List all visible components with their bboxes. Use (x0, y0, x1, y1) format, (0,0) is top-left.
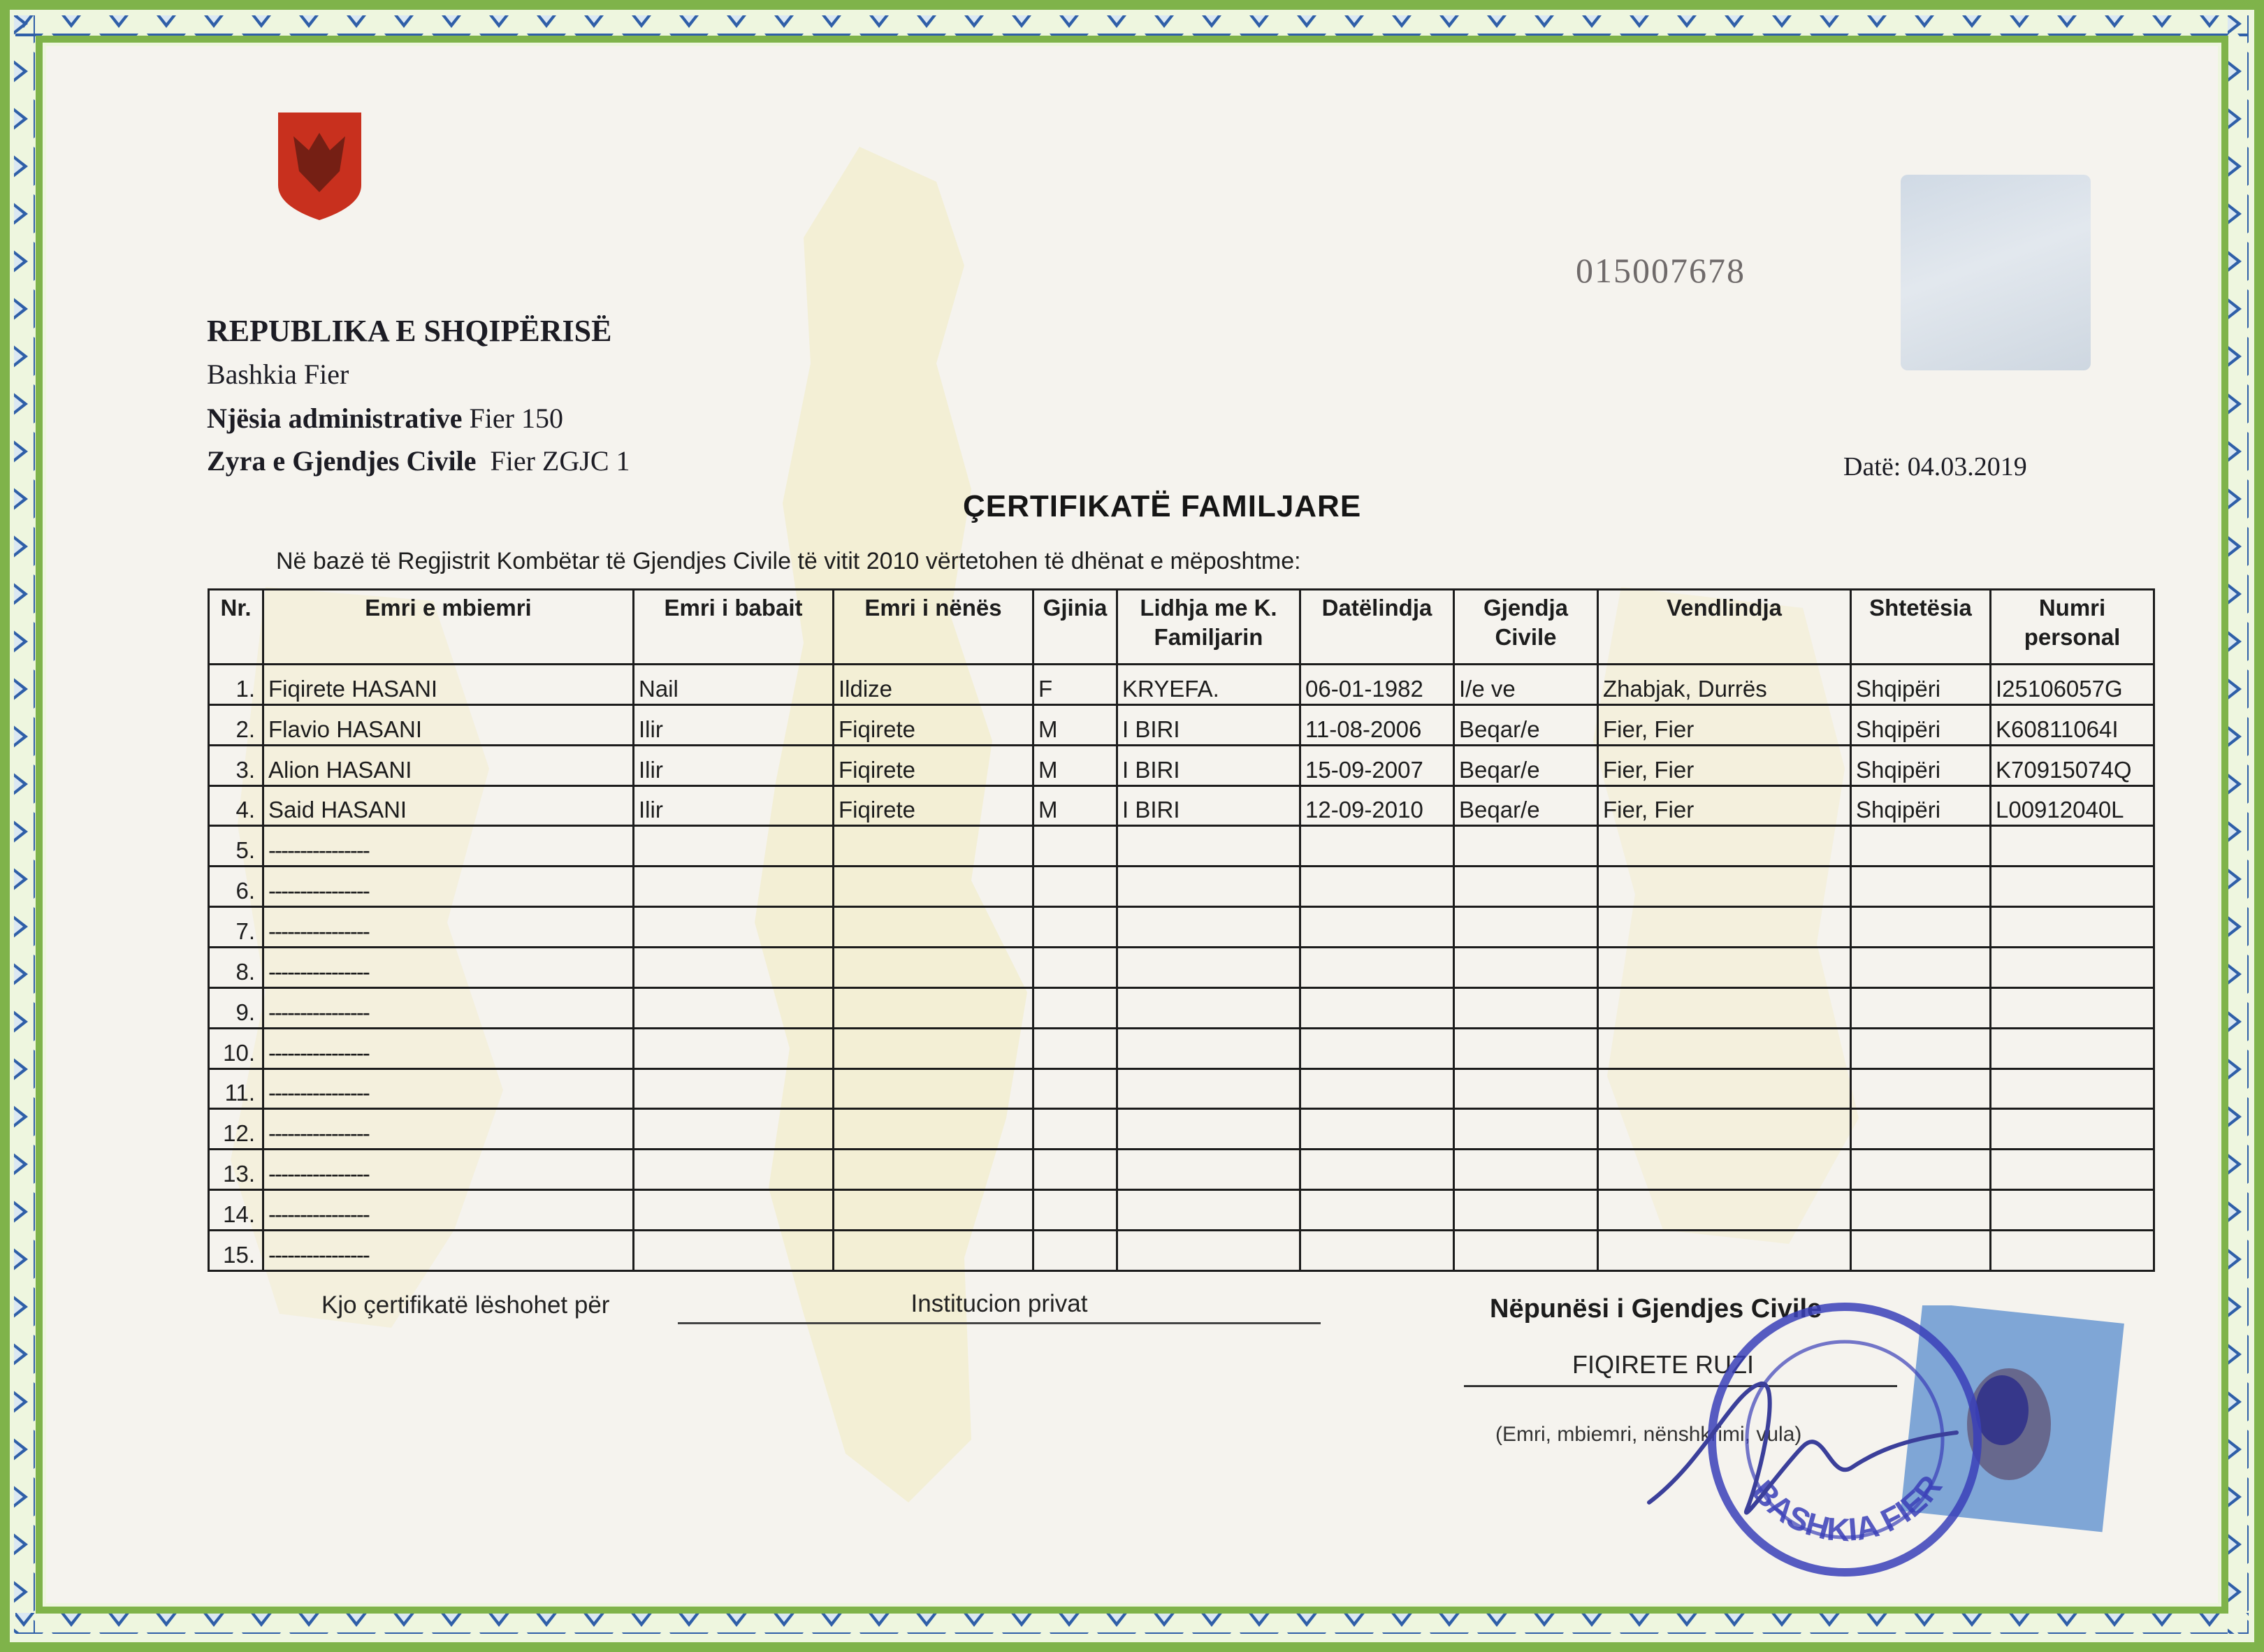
civil-office (207, 444, 630, 477)
cell-mother (834, 826, 1033, 867)
cell-birthdate (1300, 1150, 1454, 1190)
cell-status (1454, 987, 1598, 1028)
cell-name: ---------------- (263, 987, 634, 1028)
cell-father (634, 948, 834, 988)
table-row (209, 745, 2154, 785)
col-mother: Emri i nënës (834, 590, 1033, 665)
col-birthplace: Vendlindja (1598, 590, 1851, 665)
cell-birthplace (1598, 987, 1851, 1028)
cell-status (1454, 1068, 1598, 1109)
table-row (209, 948, 2154, 988)
cell-gender: F (1033, 665, 1117, 705)
cell-father (634, 1109, 834, 1150)
cell-nr: 2. (209, 704, 263, 745)
col-nr: Nr. (209, 590, 263, 665)
cell-birthplace (1598, 948, 1851, 988)
cell-gender (1033, 826, 1117, 867)
cell-citizenship: Shqipëri (1851, 785, 1991, 826)
issue-date-label: Datë: (1843, 452, 1901, 481)
cell-name: ---------------- (263, 826, 634, 867)
cell-father: Ilir (634, 745, 834, 785)
table-row (209, 826, 2154, 867)
cell-citizenship (1851, 1190, 1991, 1231)
cell-personal-no (1991, 1109, 2154, 1150)
cell-father (634, 1231, 834, 1271)
cell-nr: 5. (209, 826, 263, 867)
cell-birthdate (1300, 1068, 1454, 1109)
col-personal-no: Numri personal (1991, 590, 2154, 665)
cell-name: ---------------- (263, 1150, 634, 1190)
cell-birthplace (1598, 826, 1851, 867)
serial-number: 015007678 (1576, 251, 1746, 290)
cell-relation (1117, 1190, 1300, 1231)
cell-birthplace (1598, 1190, 1851, 1231)
table-row (209, 1028, 2154, 1068)
cell-name: Said HASANI (263, 785, 634, 826)
cell-gender (1033, 1231, 1117, 1271)
cell-citizenship (1851, 826, 1991, 867)
cell-name: ---------------- (263, 948, 634, 988)
cell-relation: I BIRI (1117, 745, 1300, 785)
cell-status (1454, 826, 1598, 867)
signature-icon (1621, 1363, 2012, 1537)
cell-father (634, 867, 834, 907)
cell-birthplace (1598, 1028, 1851, 1068)
cell-name: Alion HASANI (263, 745, 634, 785)
cell-citizenship (1851, 987, 1991, 1028)
cell-name: Fiqirete HASANI (263, 665, 634, 705)
cell-relation (1117, 948, 1300, 988)
cell-birthdate: 11-08-2006 (1300, 704, 1454, 745)
cell-father (634, 1190, 834, 1231)
cell-citizenship (1851, 1150, 1991, 1190)
republic-heading: REPUBLIKA E SHQIPËRISË (207, 314, 612, 348)
cell-father (634, 1028, 834, 1068)
cell-personal-no (1991, 1150, 2154, 1190)
cell-birthdate (1300, 1028, 1454, 1068)
cell-mother (834, 948, 1033, 988)
col-status: Gjendja Civile (1454, 590, 1598, 665)
cell-birthdate (1300, 826, 1454, 867)
cell-mother (834, 907, 1033, 948)
cell-status (1454, 948, 1598, 988)
cell-father (634, 987, 834, 1028)
col-birthdate: Datëlindja (1300, 590, 1454, 665)
cell-status (1454, 1028, 1598, 1068)
civil-office-value: Fier ZGJC 1 (490, 445, 630, 477)
cell-father: Ilir (634, 704, 834, 745)
table-row (209, 987, 2154, 1028)
cell-birthdate (1300, 907, 1454, 948)
cell-personal-no (1991, 867, 2154, 907)
cell-birthdate: 06-01-1982 (1300, 665, 1454, 705)
cell-mother (834, 1231, 1033, 1271)
cell-nr: 15. (209, 1231, 263, 1271)
admin-unit (207, 402, 563, 435)
cell-relation (1117, 1068, 1300, 1109)
cell-status: Beqar/e (1454, 704, 1598, 745)
cell-mother (834, 867, 1033, 907)
col-father: Emri i babait (634, 590, 834, 665)
cell-status (1454, 1150, 1598, 1190)
cell-father (634, 1150, 834, 1190)
cell-gender (1033, 1109, 1117, 1150)
cell-birthplace (1598, 867, 1851, 907)
cell-gender (1033, 987, 1117, 1028)
cell-mother (834, 1150, 1033, 1190)
cell-status: Beqar/e (1454, 785, 1598, 826)
cell-nr: 11. (209, 1068, 263, 1109)
cell-nr: 10. (209, 1028, 263, 1068)
table-row (209, 1068, 2154, 1109)
civil-office-label: Zyra e Gjendjes Civile (207, 445, 477, 477)
cell-birthplace: Zhabjak, Durrës (1598, 665, 1851, 705)
cell-relation: I BIRI (1117, 704, 1300, 745)
cell-gender (1033, 1190, 1117, 1231)
cell-gender (1033, 867, 1117, 907)
cell-nr: 13. (209, 1150, 263, 1190)
cell-mother (834, 1028, 1033, 1068)
cell-personal-no: L00912040L (1991, 785, 2154, 826)
cell-birthplace: Fier, Fier (1598, 704, 1851, 745)
cell-relation (1117, 907, 1300, 948)
table-body (209, 665, 2154, 1271)
cell-personal-no (1991, 1028, 2154, 1068)
cell-personal-no: K70915074Q (1991, 745, 2154, 785)
table-row (209, 785, 2154, 826)
cell-nr: 12. (209, 1109, 263, 1150)
cell-birthplace: Fier, Fier (1598, 785, 1851, 826)
cell-name: ---------------- (263, 867, 634, 907)
cell-personal-no: I25106057G (1991, 665, 2154, 705)
cell-birthdate: 15-09-2007 (1300, 745, 1454, 785)
cell-mother: Fiqirete (834, 704, 1033, 745)
issue-date-value: 04.03.2019 (1907, 452, 2027, 481)
table-row (209, 867, 2154, 907)
cell-citizenship: Shqipëri (1851, 745, 1991, 785)
cell-status (1454, 1231, 1598, 1271)
cell-citizenship: Shqipëri (1851, 704, 1991, 745)
cell-personal-no (1991, 987, 2154, 1028)
col-relation: Lidhja me K. Familjarin (1117, 590, 1300, 665)
cell-personal-no (1991, 1068, 2154, 1109)
cell-mother (834, 1190, 1033, 1231)
issued-for-line (678, 1322, 1321, 1324)
cell-name: ---------------- (263, 1109, 634, 1150)
cell-mother: Fiqirete (834, 785, 1033, 826)
cell-gender: M (1033, 745, 1117, 785)
cell-name: ---------------- (263, 1190, 634, 1231)
cell-birthdate (1300, 987, 1454, 1028)
cell-birthdate: 12-09-2010 (1300, 785, 1454, 826)
cell-name: Flavio HASANI (263, 704, 634, 745)
cell-status (1454, 1190, 1598, 1231)
table-row (209, 1231, 2154, 1271)
cell-father: Ilir (634, 785, 834, 826)
cell-birthdate (1300, 867, 1454, 907)
stamp-text: BASHKIA FIER (1745, 1468, 1950, 1549)
cell-birthdate (1300, 1190, 1454, 1231)
table-row (209, 1190, 2154, 1231)
issued-for-value: Institucion privat (910, 1290, 1088, 1317)
cell-birthplace (1598, 1068, 1851, 1109)
hologram-seal (1901, 175, 2091, 370)
cell-nr: 8. (209, 948, 263, 988)
intro-text: Në bazë të Regjistrit Kombëtar të Gjendjes Civile të vitit 2010 vërtetohen të dhënat e mëposhtme: (276, 548, 1301, 574)
col-gender: Gjinia (1033, 590, 1117, 665)
cell-gender (1033, 1028, 1117, 1068)
cell-citizenship (1851, 1109, 1991, 1150)
cell-relation (1117, 1109, 1300, 1150)
cell-relation (1117, 1231, 1300, 1271)
cell-personal-no (1991, 948, 2154, 988)
cell-birthdate (1300, 948, 1454, 988)
cell-status: I/e ve (1454, 665, 1598, 705)
cell-birthdate (1300, 1231, 1454, 1271)
issue-date (1843, 451, 2027, 482)
cell-citizenship (1851, 948, 1991, 988)
cell-gender (1033, 1068, 1117, 1109)
cell-birthplace (1598, 907, 1851, 948)
cell-status (1454, 867, 1598, 907)
cell-relation (1117, 867, 1300, 907)
cell-citizenship: Shqipëri (1851, 665, 1991, 705)
cell-nr: 1. (209, 665, 263, 705)
cell-personal-no (1991, 1231, 2154, 1271)
cell-citizenship (1851, 1028, 1991, 1068)
cell-status (1454, 907, 1598, 948)
table-row (209, 1150, 2154, 1190)
cell-relation: KRYEFA. (1117, 665, 1300, 705)
municipality: Bashkia Fier (207, 358, 349, 390)
cell-father: Nail (634, 665, 834, 705)
family-table (208, 588, 2155, 1272)
cell-personal-no: K60811064I (1991, 704, 2154, 745)
cell-citizenship (1851, 867, 1991, 907)
cell-father (634, 826, 834, 867)
cell-personal-no (1991, 907, 2154, 948)
cell-birthplace (1598, 1231, 1851, 1271)
table-row (209, 1109, 2154, 1150)
cell-mother: Fiqirete (834, 745, 1033, 785)
cell-birthplace (1598, 1109, 1851, 1150)
cell-birthplace (1598, 1150, 1851, 1190)
official-name: FIQIRETE RUZI (1572, 1350, 1754, 1379)
cell-relation (1117, 1028, 1300, 1068)
cell-personal-no (1991, 1190, 2154, 1231)
table-header-row (209, 590, 2154, 665)
cell-nr: 7. (209, 907, 263, 948)
table-row (209, 704, 2154, 745)
cell-citizenship (1851, 1068, 1991, 1109)
cell-nr: 3. (209, 745, 263, 785)
issued-for-label: Kjo çertifikatë lëshohet për (321, 1291, 610, 1319)
cell-status (1454, 1109, 1598, 1150)
cell-name: ---------------- (263, 1028, 634, 1068)
cell-nr: 9. (209, 987, 263, 1028)
table-row (209, 907, 2154, 948)
cell-relation (1117, 826, 1300, 867)
cell-status: Beqar/e (1454, 745, 1598, 785)
signature-caption: (Emri, mbiemri, nënshkrimi, vula) (1495, 1423, 1802, 1446)
cell-personal-no (1991, 826, 2154, 867)
cell-birthdate (1300, 1109, 1454, 1150)
cell-name: ---------------- (263, 1231, 634, 1271)
cell-nr: 6. (209, 867, 263, 907)
cell-mother (834, 1109, 1033, 1150)
table-row (209, 665, 2154, 705)
cell-gender (1033, 1150, 1117, 1190)
cell-gender (1033, 907, 1117, 948)
cell-mother: Ildize (834, 665, 1033, 705)
col-name: Emri e mbiemri (263, 590, 634, 665)
cell-relation: I BIRI (1117, 785, 1300, 826)
admin-unit-value: Fier 150 (469, 403, 563, 434)
national-emblem-icon (273, 108, 367, 224)
cell-father (634, 1068, 834, 1109)
cell-gender (1033, 948, 1117, 988)
cell-gender: M (1033, 704, 1117, 745)
cell-father (634, 907, 834, 948)
col-citizenship: Shtetësia (1851, 590, 1991, 665)
cell-name: ---------------- (263, 1068, 634, 1109)
cell-mother (834, 987, 1033, 1028)
document-title: ÇERTIFIKATË FAMILJARE (963, 489, 1362, 523)
cell-nr: 4. (209, 785, 263, 826)
official-label: Nëpunësi i Gjendjes Civile (1490, 1294, 1822, 1324)
cell-relation (1117, 987, 1300, 1028)
cell-mother (834, 1068, 1033, 1109)
cell-nr: 14. (209, 1190, 263, 1231)
cell-relation (1117, 1150, 1300, 1190)
cell-birthplace: Fier, Fier (1598, 745, 1851, 785)
cell-name: ---------------- (263, 907, 634, 948)
cell-gender: M (1033, 785, 1117, 826)
cell-citizenship (1851, 907, 1991, 948)
cell-citizenship (1851, 1231, 1991, 1271)
admin-unit-label: Njësia administrative (207, 403, 463, 434)
